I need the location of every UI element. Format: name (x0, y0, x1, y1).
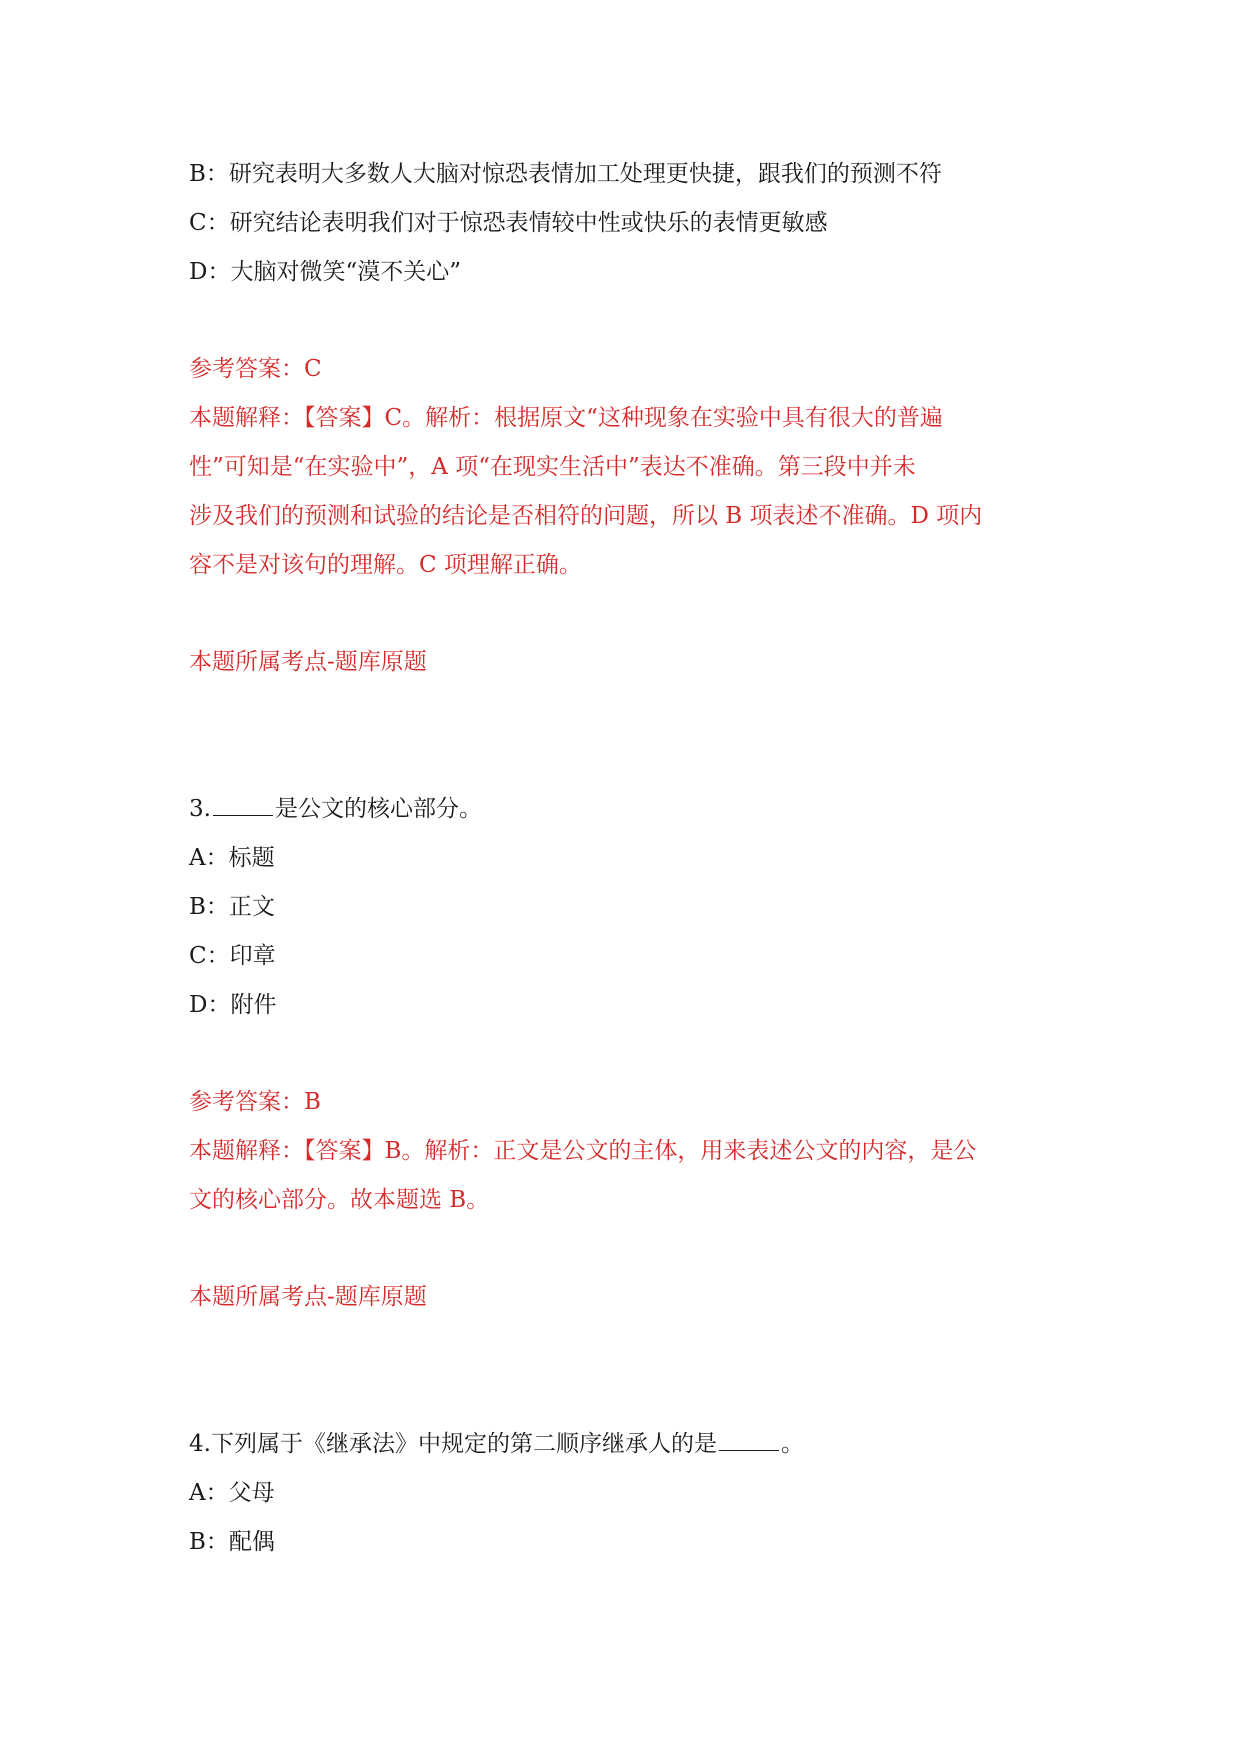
q4-stem-suffix: 。 (780, 1431, 804, 1457)
q3-stem-suffix: 是公文的核心部分。 (274, 796, 482, 822)
q3-explanation-line-2: 文的核心部分。故本题选 B。 (189, 1187, 490, 1213)
q4-stem (189, 1429, 804, 1459)
q3-answer: 参考答案：B (189, 1089, 321, 1115)
q3-explanation-line-1: 本题解释：【答案】B。解析：正文是公文的主体，用来表述公文的内容，是公 (189, 1138, 977, 1164)
q2-option-d: D：大脑对微笑“漠不关心” (189, 259, 461, 285)
q4-stem-prefix: 4.下列属于《继承法》中规定的第二顺序继承人的是 (189, 1431, 717, 1457)
q4-option-a: A：父母 (189, 1480, 275, 1506)
q2-option-c: C：研究结论表明我们对于惊恐表情较中性或快乐的表情更敏感 (189, 210, 828, 236)
q3-option-a: A：标题 (189, 845, 275, 871)
q3-option-b: B：正文 (189, 894, 275, 920)
q3-blank (213, 795, 273, 816)
q2-source: 本题所属考点-题库原题 (189, 649, 427, 675)
q2-explanation-line-2: 性”可知是“在实验中”，A 项“在现实生活中”表达不准确。第三段中并未 (189, 454, 916, 480)
q3-source: 本题所属考点-题库原题 (189, 1284, 427, 1310)
q4-blank (719, 1430, 779, 1451)
q3-stem (189, 794, 482, 824)
q2-answer: 参考答案：C (189, 356, 322, 382)
q3-option-d: D：附件 (189, 992, 277, 1018)
q2-explanation-line-4: 容不是对该句的理解。C 项理解正确。 (189, 552, 582, 578)
q3-stem-prefix: 3. (189, 796, 211, 822)
q2-explanation-line-3: 涉及我们的预测和试验的结论是否相符的问题，所以 B 项表述不准确。D 项内 (189, 503, 983, 529)
q2-option-b: B：研究表明大多数人大脑对惊恐表情加工处理更快捷，跟我们的预测不符 (189, 161, 942, 187)
q3-option-c: C：印章 (189, 943, 276, 969)
q2-explanation-line-1: 本题解释：【答案】C。解析：根据原文“这种现象在实验中具有很大的普遍 (189, 405, 943, 431)
q4-option-b: B：配偶 (189, 1529, 275, 1555)
